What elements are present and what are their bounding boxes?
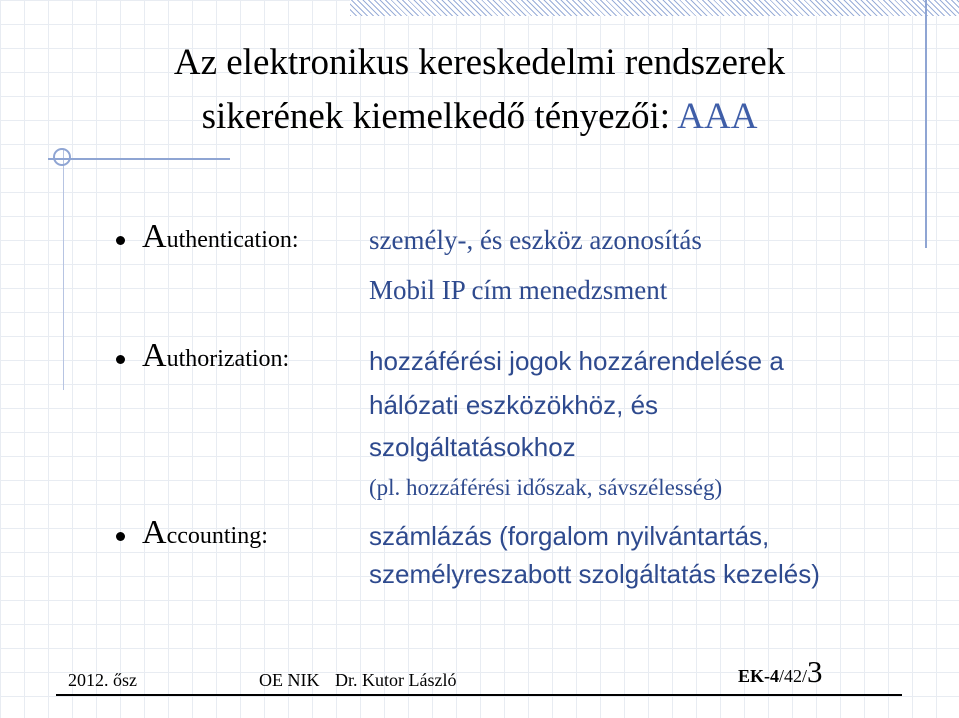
term-rest: ccounting: bbox=[166, 523, 268, 549]
accounting-line-2: személyreszabott szolgáltatás kezelés) bbox=[369, 559, 820, 589]
slide-title-line-2 bbox=[0, 95, 959, 139]
authorization-line-3: szolgáltatásokhoz bbox=[369, 432, 576, 462]
bullet-icon bbox=[116, 532, 125, 541]
left-vertical-rule bbox=[63, 150, 64, 390]
slide-title-prefix: sikerének kiemelkedő tényezői: bbox=[201, 96, 671, 137]
term-accounting bbox=[142, 514, 268, 551]
term-authorization bbox=[142, 337, 290, 374]
term-rest: uthentication: bbox=[166, 227, 299, 253]
authentication-line-2: Mobil IP cím menedzsment bbox=[369, 275, 668, 305]
authentication-line-1: személy-, és eszköz azonosítás bbox=[369, 225, 702, 255]
bullet-icon bbox=[116, 355, 125, 364]
footer-page-number bbox=[738, 654, 823, 689]
term-initial: A bbox=[142, 218, 167, 255]
title-underline-rule bbox=[48, 158, 230, 160]
authorization-line-4: (pl. hozzáférési időszak, sávszélesség) bbox=[369, 475, 723, 500]
footer-org: OE NIK bbox=[259, 670, 320, 690]
accounting-line-1: számlázás (forgalom nyilvántartás, bbox=[369, 521, 770, 551]
circle-ornament-icon bbox=[53, 148, 71, 166]
footer-date: 2012. ősz bbox=[68, 670, 137, 690]
header-hatch-decoration bbox=[350, 0, 959, 16]
page-course: EK-4 bbox=[738, 666, 780, 686]
page-separator: / bbox=[779, 666, 785, 686]
footer-rule bbox=[56, 694, 902, 696]
page-last: 3 bbox=[807, 654, 823, 689]
page-num: 42 bbox=[784, 666, 803, 686]
bullet-icon bbox=[116, 236, 125, 245]
footer-author: Dr. Kutor László bbox=[335, 670, 457, 690]
term-initial: A bbox=[142, 514, 167, 551]
slide-title-accent: AAA bbox=[677, 96, 758, 137]
authorization-line-1: hozzáférési jogok hozzárendelése a bbox=[369, 346, 784, 376]
term-initial: A bbox=[142, 337, 167, 374]
term-authentication bbox=[142, 218, 299, 255]
slide-title-line-1: Az elektronikus kereskedelmi rendszerek bbox=[173, 42, 786, 83]
term-rest: uthorization: bbox=[166, 346, 290, 372]
page-separator: / bbox=[802, 666, 808, 686]
authorization-line-2: hálózati eszközökhöz, és bbox=[369, 390, 659, 420]
